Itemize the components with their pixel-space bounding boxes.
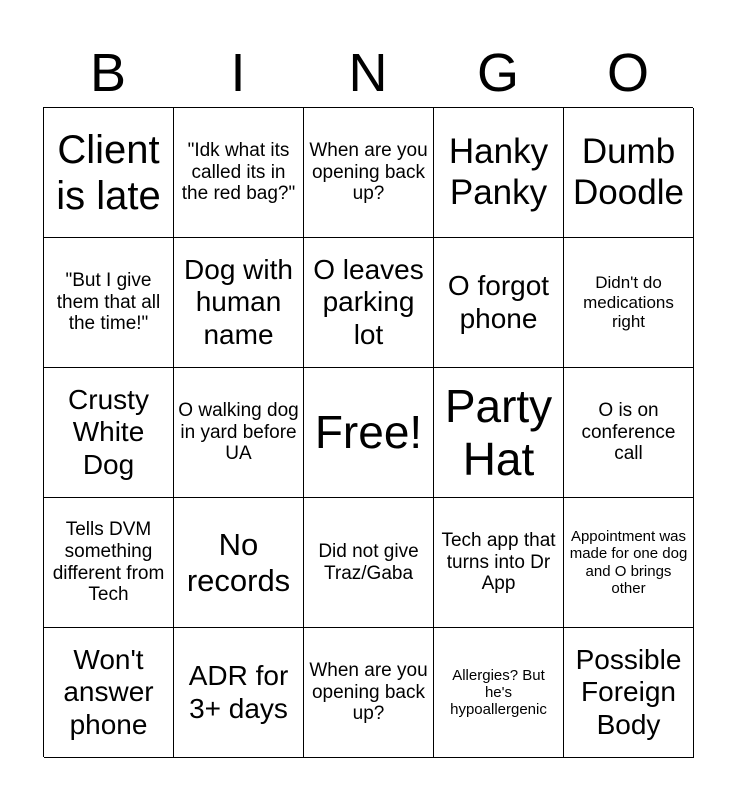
cell-text: Dumb Doodle — [573, 132, 684, 212]
bingo-cell-5-5[interactable] — [564, 628, 694, 758]
cell-text: Possible Foreign Body — [575, 644, 682, 740]
bingo-cell-3-1[interactable] — [44, 368, 174, 498]
bingo-cell-2-1[interactable] — [44, 238, 174, 368]
cell-text: O walking dog in yard before UA — [178, 399, 299, 465]
cell-text: Dog with human name — [184, 254, 293, 350]
cell-text: Tech app that turns into Dr App — [441, 529, 556, 595]
bingo-cell-4-4[interactable] — [434, 498, 564, 628]
bingo-cell-5-4[interactable] — [434, 628, 564, 758]
cell-text: "Idk what its called its in the red bag?" — [181, 139, 296, 205]
header-letter-n: N — [348, 43, 388, 103]
cell-text: Did not give Traz/Gaba — [318, 540, 419, 584]
bingo-board — [43, 107, 693, 757]
cell-text: Appointment was made for one dog and O brings other — [569, 528, 688, 597]
bingo-cell-1-4[interactable] — [434, 108, 564, 238]
bingo-cell-3-2[interactable] — [174, 368, 304, 498]
bingo-cell-5-2[interactable] — [174, 628, 304, 758]
header-letter-o: O — [606, 43, 649, 103]
header-letter-b: B — [89, 43, 127, 103]
cell-text: O leaves parking lot — [313, 254, 424, 350]
bingo-cell-5-1[interactable] — [44, 628, 174, 758]
cell-text: Allergies? But he's hypoallergenic — [450, 666, 547, 719]
cell-text: When are you opening back up? — [309, 659, 428, 725]
bingo-cell-1-2[interactable] — [174, 108, 304, 238]
bingo-cell-1-1[interactable] — [44, 108, 174, 238]
bingo-header — [43, 38, 693, 108]
header-letter-i: I — [230, 43, 246, 103]
cell-text: "But I give them that all the time!" — [56, 269, 161, 335]
cell-text: When are you opening back up? — [309, 139, 428, 205]
bingo-cell-2-2[interactable] — [174, 238, 304, 368]
cell-text: ADR for 3+ days — [188, 660, 289, 724]
free-space-cell[interactable] — [304, 368, 434, 498]
free-space-text: Free! — [314, 406, 423, 459]
bingo-cell-4-2[interactable] — [174, 498, 304, 628]
bingo-cell-2-5[interactable] — [564, 238, 694, 368]
cell-text: Tells DVM something different from Tech — [52, 518, 165, 606]
bingo-cell-3-4[interactable] — [434, 368, 564, 498]
cell-text: O forgot phone — [447, 270, 550, 334]
bingo-cell-2-3[interactable] — [304, 238, 434, 368]
bingo-cell-2-4[interactable] — [434, 238, 564, 368]
bingo-cell-1-5[interactable] — [564, 108, 694, 238]
cell-text: Client is late — [56, 127, 161, 218]
bingo-cell-4-1[interactable] — [44, 498, 174, 628]
cell-text: Didn't do medications right — [583, 273, 674, 332]
cell-text: Won't answer phone — [63, 644, 154, 740]
bingo-cell-4-3[interactable] — [304, 498, 434, 628]
cell-text: No records — [186, 526, 291, 598]
bingo-cell-3-5[interactable] — [564, 368, 694, 498]
cell-text: Crusty White Dog — [68, 384, 149, 480]
cell-text: O is on conference call — [581, 399, 676, 465]
cell-text: Hanky Panky — [448, 132, 549, 212]
bingo-cell-1-3[interactable] — [304, 108, 434, 238]
cell-text: Party Hat — [444, 379, 553, 485]
bingo-cell-4-5[interactable] — [564, 498, 694, 628]
bingo-cell-5-3[interactable] — [304, 628, 434, 758]
header-letter-g: G — [476, 43, 519, 103]
